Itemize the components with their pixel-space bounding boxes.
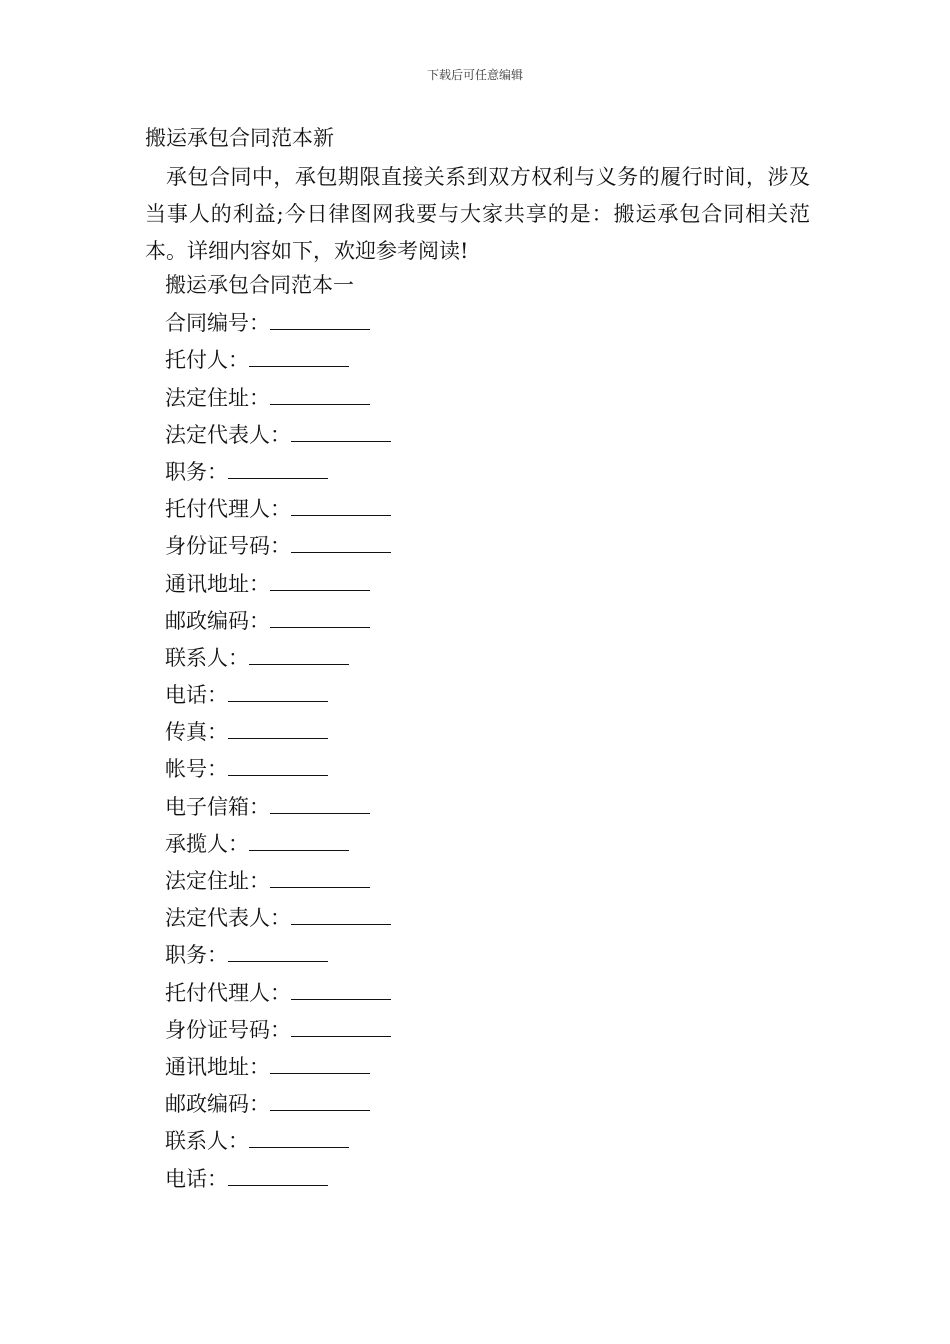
form-field xyxy=(165,1125,391,1162)
field-label: 职务： xyxy=(165,943,228,968)
field-label: 托付代理人： xyxy=(165,980,291,1005)
field-label: 电子信箱： xyxy=(165,794,270,819)
field-label: 通讯地址： xyxy=(165,571,270,596)
field-label: 身份证号码： xyxy=(165,534,291,559)
form-field xyxy=(165,456,391,493)
fill-in-blank xyxy=(291,493,391,516)
field-label: 联系人： xyxy=(165,1129,249,1154)
fill-in-blank xyxy=(270,791,370,814)
form-field xyxy=(165,419,391,456)
fill-in-blank xyxy=(270,865,370,888)
fill-in-blank xyxy=(228,456,328,479)
field-label: 托付代理人： xyxy=(165,497,291,522)
intro-paragraph: 承包合同中，承包期限直接关系到双方权利与义务的履行时间，涉及当事人的利益;今日律图网我要与大家共享的是：搬运承包合同相关范本。详细内容如下，欢迎参考阅读! xyxy=(145,165,810,263)
fill-in-blank xyxy=(270,382,370,405)
field-label: 法定住址： xyxy=(165,869,270,893)
fill-in-blank xyxy=(249,642,349,665)
field-label: 合同编号： xyxy=(165,311,270,336)
form-field xyxy=(165,977,391,1014)
form-field xyxy=(165,307,391,344)
section-heading: 搬运承包合同范本一 xyxy=(165,273,354,297)
form-field xyxy=(165,530,391,567)
document-title: 搬运承包合同范本新 xyxy=(145,126,334,150)
fill-in-blank xyxy=(228,753,328,776)
field-label: 电话： xyxy=(165,1166,228,1191)
page-header-note: 下载后可任意编辑 xyxy=(426,68,523,82)
fill-in-blank xyxy=(270,1051,370,1074)
form-field xyxy=(165,493,391,530)
form-field xyxy=(165,791,391,828)
form-field xyxy=(165,642,391,679)
form-field xyxy=(165,1163,391,1200)
form-field xyxy=(165,716,391,753)
field-label: 帐号： xyxy=(165,757,228,782)
form-field xyxy=(165,902,391,939)
form-field xyxy=(165,865,391,902)
fill-in-blank xyxy=(270,605,370,628)
fill-in-blank xyxy=(249,828,349,851)
fill-in-blank xyxy=(270,568,370,591)
field-label: 法定住址： xyxy=(165,385,270,410)
fill-in-blank xyxy=(291,1014,391,1037)
fill-in-blank xyxy=(291,977,391,1000)
form-field xyxy=(165,382,391,419)
form-field xyxy=(165,1051,391,1088)
form-field xyxy=(165,1014,391,1051)
form-field xyxy=(165,939,391,976)
form-field xyxy=(165,828,391,865)
contract-field-list xyxy=(165,270,391,1200)
field-label: 传真： xyxy=(165,720,228,745)
fill-in-blank xyxy=(270,1088,370,1111)
field-label: 托付人： xyxy=(165,348,249,373)
fill-in-blank xyxy=(270,307,370,330)
field-label: 邮政编码： xyxy=(165,608,270,633)
fill-in-blank xyxy=(228,716,328,739)
field-label: 通讯地址： xyxy=(165,1054,270,1079)
form-field xyxy=(165,753,391,790)
form-field xyxy=(165,1088,391,1125)
field-label: 法定代表人： xyxy=(165,422,291,447)
field-label: 邮政编码： xyxy=(165,1092,270,1117)
fill-in-blank xyxy=(249,344,349,367)
form-field xyxy=(165,344,391,381)
field-label: 承揽人： xyxy=(165,831,249,856)
form-field xyxy=(165,605,391,642)
fill-in-blank xyxy=(228,939,328,962)
fill-in-blank xyxy=(249,1125,349,1148)
form-field xyxy=(165,568,391,605)
field-label: 身份证号码： xyxy=(165,1017,291,1042)
fill-in-blank xyxy=(291,902,391,925)
form-field xyxy=(165,679,391,716)
fill-in-blank xyxy=(291,419,391,442)
fill-in-blank xyxy=(291,530,391,553)
fill-in-blank xyxy=(228,1163,328,1186)
field-label: 联系人： xyxy=(165,645,249,670)
field-label: 电话： xyxy=(165,683,228,708)
field-label: 法定代表人： xyxy=(165,906,291,931)
field-label: 职务： xyxy=(165,459,228,484)
fill-in-blank xyxy=(228,679,328,702)
